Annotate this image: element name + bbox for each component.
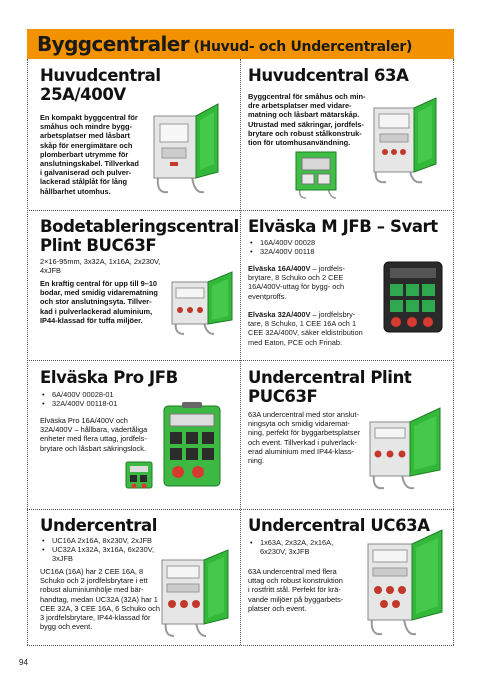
paragraph-lead: Elväska 16A/400V <box>248 264 311 273</box>
product-title <box>248 217 438 236</box>
title-line: Undercentral UC63A <box>248 516 430 535</box>
desc-line: robust aluminiumhölje med bär- <box>40 585 144 595</box>
title-line: Huvudcentral 63A <box>248 66 409 85</box>
huvudcentral-25a-image <box>148 98 228 198</box>
product-description <box>248 567 364 613</box>
page-header-banner <box>27 29 454 59</box>
desc-line: tion för utomhusanvändning. <box>248 138 351 148</box>
desc-line: Utrustad med säkringar, jordfels- <box>248 119 364 129</box>
product-description <box>248 410 372 465</box>
product-title <box>248 368 411 406</box>
product-title <box>40 66 161 104</box>
desc-line: och stor anslutningsyta. Tillver- <box>40 297 152 307</box>
huvudcentral-63a-small-image <box>292 148 342 200</box>
title-line: Huvudcentral <box>40 66 161 85</box>
desc-line: hållbarhet utomhus. <box>40 186 111 196</box>
desc-line: CEE 32A/400V, säker eldistribution <box>248 328 363 338</box>
desc-line: plomberbart utrymme för <box>40 149 129 159</box>
grid-row-divider-3 <box>27 509 454 510</box>
product-description <box>248 92 380 147</box>
product-description <box>40 567 164 631</box>
product-variants-list <box>40 390 170 408</box>
desc-line: ning, perfekt för byggarbetsplatser <box>248 428 361 438</box>
product-title <box>40 368 178 387</box>
desc-line: 3 jordfelsbrytare, IP44-klassad för <box>40 613 151 623</box>
desc-line: CEE 32A, 3 CEE 16A, 6 Schuko och <box>40 603 160 613</box>
undercentral-plint-image <box>366 404 446 494</box>
title-line: 25A/400V <box>40 85 126 104</box>
desc-line: Byggcentral för småhus och min- <box>248 92 366 101</box>
variant-item <box>248 538 358 556</box>
desc-line: kad i pulverlackerad aluminium, <box>40 306 153 316</box>
desc-line: erad aluminium med IP44-klass- <box>248 446 354 456</box>
desc-line: 32A/400V – hållbara, vädertåliga <box>40 425 148 435</box>
desc-line: anslutningskabel. Tillverkad <box>40 159 139 169</box>
variant-item: • 6A/400V 00028-01 <box>40 390 170 399</box>
desc-line: och event. Tillverkad i pulverlack- <box>248 437 357 447</box>
desc-line: 16A/400V-uttag för bygg- och <box>248 282 345 292</box>
header-title: Byggcentraler <box>37 32 189 56</box>
undercentral-uc63a-image <box>364 522 448 640</box>
desc-line: lackerad stålplåt för lång <box>40 177 128 187</box>
desc-line: skåp för energimätare och <box>40 140 133 150</box>
product-description <box>40 416 168 453</box>
product-paragraph-16a <box>248 264 376 301</box>
desc-line: platser och event. <box>248 603 307 613</box>
desc-line: i rostfritt stål. Perfekt för krä- <box>248 585 341 595</box>
desc-line: – jordfels- <box>310 264 345 273</box>
spec-line: 4xJFB <box>40 266 61 276</box>
paragraph-lead: Elväska 32A/400V <box>248 310 311 319</box>
spec-line: 2×16-95mm, 3x32A, 1x16A, 2x230V, <box>40 257 161 266</box>
elvaska-m-jfb-image <box>380 258 446 338</box>
desc-line: En kraftig central för upp till 9–10 <box>40 279 158 288</box>
title-line: PUC63F <box>248 387 318 406</box>
desc-line: handtag, medan UC32A (32A) har 1 <box>40 594 158 604</box>
desc-line: brytare och låsbart säkringslock. <box>40 443 146 453</box>
variant-item: • 32A/400V 00118-01 <box>40 399 170 408</box>
grid-left-border <box>27 59 28 645</box>
desc-line: Schuko och 2 jordfelsbrytare i ett <box>40 576 148 586</box>
title-line: Elväska M JFB – Svart <box>248 217 438 236</box>
bodetableringscentral-image <box>170 270 236 338</box>
undercentral-image <box>160 548 232 640</box>
variant-item <box>40 545 180 563</box>
product-title <box>248 66 408 85</box>
desc-line: ning. <box>248 456 265 466</box>
desc-line: dre arbetsplatser med vidare- <box>248 101 352 111</box>
product-variants-list <box>40 536 180 564</box>
title-line: Bodetableringscentral <box>40 217 239 236</box>
grid-row-divider-1 <box>27 210 454 211</box>
desc-line: IP44-klassad för tuffa miljöer. <box>40 315 143 325</box>
desc-line: 63A undercentral med flera <box>248 567 337 576</box>
desc-line: arbetsplatser med låsbart <box>40 131 130 141</box>
grid-bottom-border <box>27 645 454 646</box>
desc-line: eventproffs. <box>248 291 287 301</box>
variant-text: UC32A 1x32A, 3x16A, 6x230V, <box>52 545 155 555</box>
desc-line: enheter med flera uttag, jordfels- <box>40 434 147 444</box>
desc-line: småhus och mindre bygg- <box>40 122 132 132</box>
title-line: Undercentral Plint <box>248 368 412 387</box>
desc-line: med Eaton, PCE och Frinab. <box>248 337 343 347</box>
product-paragraph-32a <box>248 310 386 347</box>
variant-item: • 32A/400V 00118 <box>248 247 368 256</box>
desc-line: 63A undercentral med stor anslut- <box>248 410 359 419</box>
product-title <box>40 217 239 255</box>
variant-item: • UC16A 2x16A, 8x230V, 2xJFB <box>40 536 180 545</box>
desc-line: bygg och event. <box>40 622 93 632</box>
header-subtitle: (Huvud- och Undercentraler) <box>193 39 413 55</box>
product-variants-list <box>248 538 358 556</box>
desc-line: UC16A (16A) har 2 CEE 16A, 8 <box>40 567 144 576</box>
product-title <box>40 516 157 535</box>
title-line: Undercentral <box>40 516 158 535</box>
desc-line: En kompakt byggcentral för <box>40 113 138 122</box>
grid-right-border <box>453 59 454 645</box>
desc-line: vande miljöer på byggarbets- <box>248 594 344 604</box>
variant-text: 6x230V, 3xJFB <box>260 547 310 557</box>
elvaska-pro-jfb-image <box>156 402 228 496</box>
grid-center-divider <box>240 59 241 645</box>
desc-line: matning och låsbart mätarskåp. <box>248 110 360 120</box>
desc-line: Elväska Pro 16A/400V och <box>40 416 128 425</box>
elvaska-pro-jfb-small-image <box>124 460 154 492</box>
title-line: Elväska Pro JFB <box>40 368 178 387</box>
desc-line: uttag och robust konstruktion <box>248 576 343 586</box>
title-line: Plint BUC63F <box>40 236 157 255</box>
desc-line: ningsyta och smidig vidaremat- <box>248 419 350 429</box>
grid-row-divider-2 <box>27 360 454 361</box>
desc-line: i galvaniserad och pulver- <box>40 168 132 178</box>
desc-line: brytare, 8 Schuko och 2 CEE <box>248 273 344 283</box>
product-variants-list <box>248 238 368 256</box>
variant-item: • 16A/400V 00028 <box>248 238 368 247</box>
page-number: 94 <box>19 658 28 667</box>
desc-line: brytare och robust stålkonstruk- <box>248 128 362 138</box>
desc-line: tare, 8 Schuko, 1 CEE 16A och 1 <box>248 319 357 329</box>
desc-line: – jordfelsbry- <box>310 310 356 319</box>
variant-text: 1x63A, 2x32A, 2x16A, <box>260 538 334 547</box>
desc-line: bodar, med smidig vidarematning <box>40 288 158 298</box>
huvudcentral-63a-image <box>370 94 442 186</box>
variant-text: 3xJFB <box>52 554 73 564</box>
product-description <box>40 279 180 325</box>
